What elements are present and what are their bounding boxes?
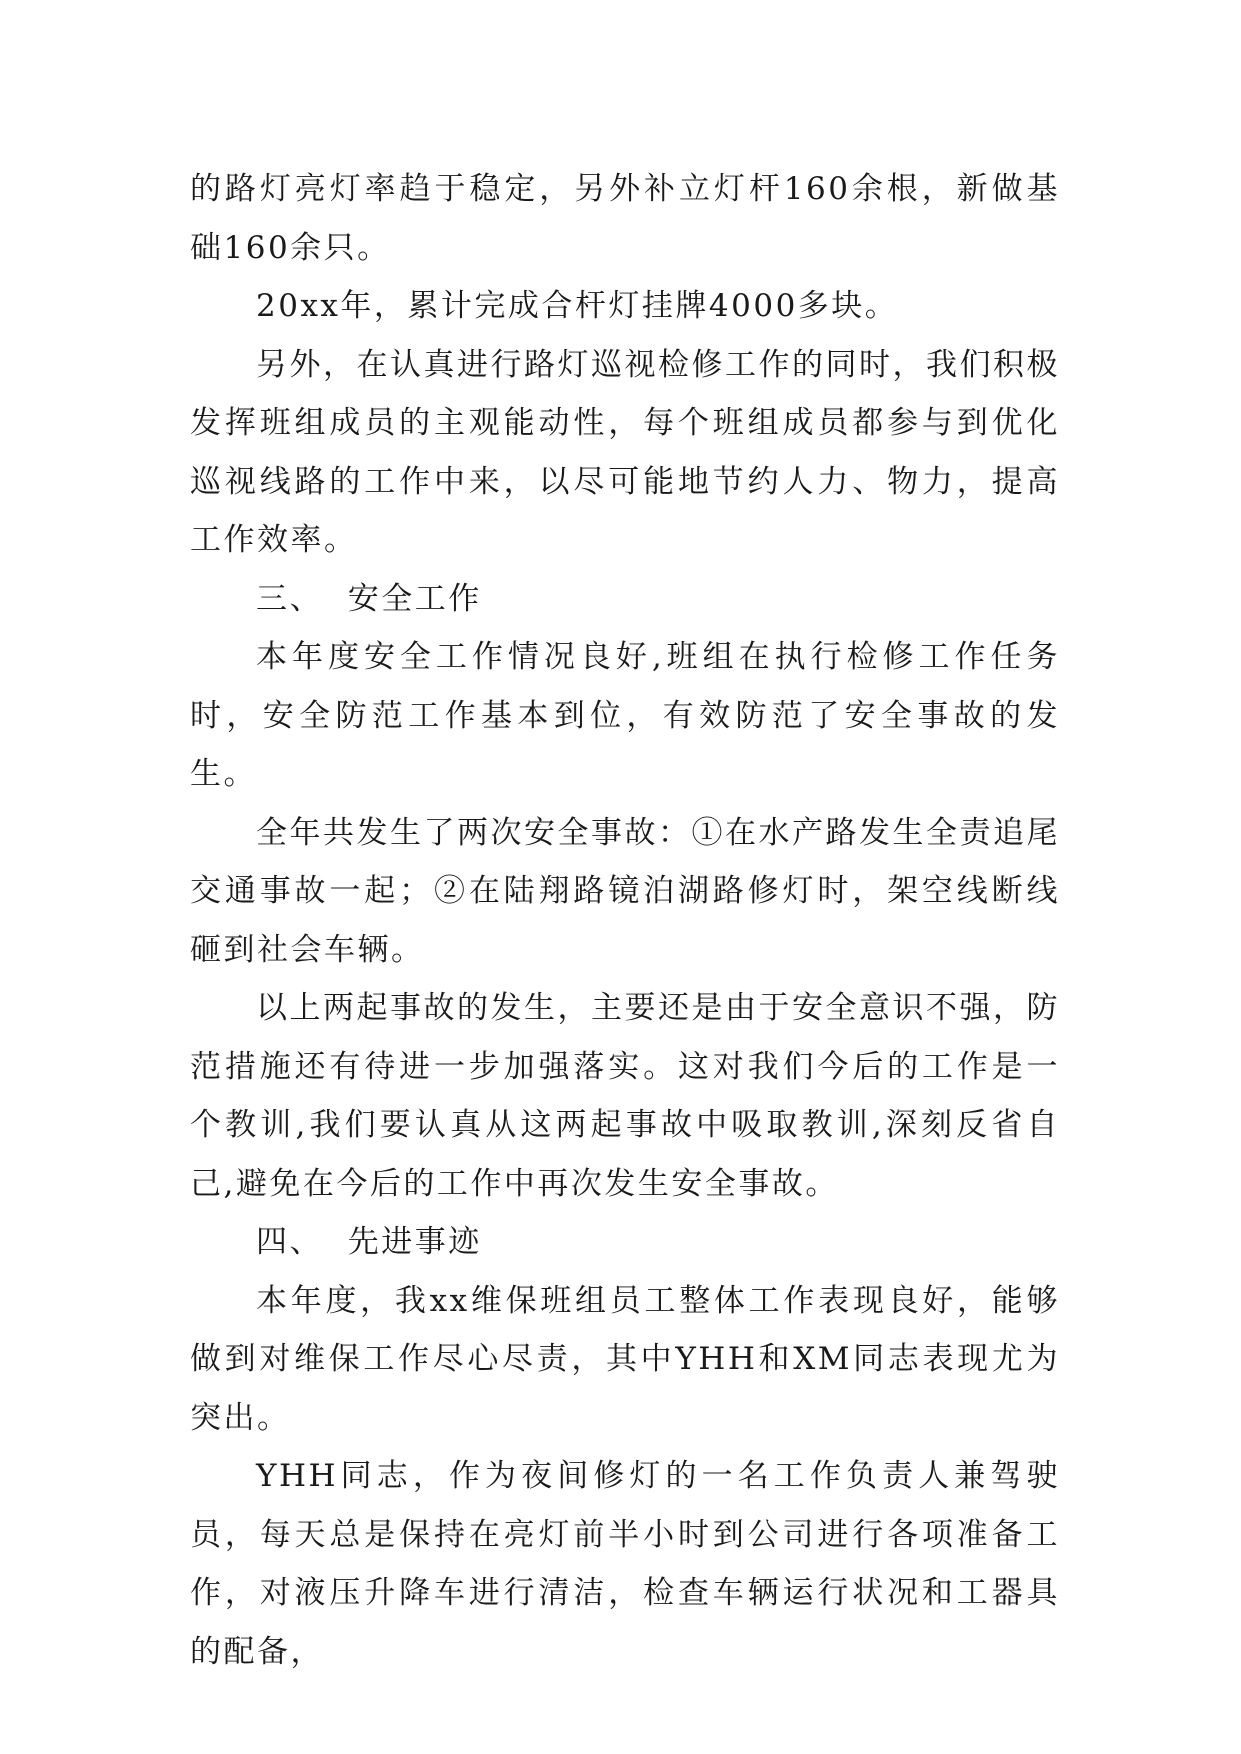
paragraph-inspection: 另外，在认真进行路灯巡视检修工作的同时，我们积极发挥班组成员的主观能动性，每个班组成员都参与到优化巡视线路的工作中来，以尽可能地节约人力、物力，提高工作效率。: [190, 346, 1060, 558]
paragraph-team-performance: 本年度，我xx维保班组员工整体工作表现良好，能够做到对维保工作尽心尽责，其中YHH和XM同志表现尤为突出。: [190, 1282, 1060, 1436]
section-heading-achievements: 四、 先进事迹: [256, 1224, 482, 1260]
paragraph-signage: 20xx年，累计完成合杆灯挂牌4000多块。: [256, 288, 899, 324]
paragraph-yhh: YHH同志，作为夜间修灯的一名工作负责人兼驾驶员，每天总是保持在亮灯前半小时到公司进行各项准备工作，对液压升降车进行清洁，检查车辆运行状况和工器具的配备，: [190, 1458, 1060, 1670]
paragraph-lessons: 以上两起事故的发生，主要还是由于安全意识不强，防范措施还有待进一步加强落实。这对我们今后的工作是一个教训,我们要认真从这两起事故中吸取教训,深刻反省自己,避免在今后的工作中再次发生安全事故。: [190, 990, 1060, 1202]
paragraph-continuation: 的路灯亮灯率趋于稳定，另外补立灯杆160余根，新做基础160余只。: [190, 171, 1060, 266]
section-heading-safety: 三、 安全工作: [256, 580, 482, 617]
paragraph-accidents: 全年共发生了两次安全事故：①在水产路发生全责追尾交通事故一起；②在陆翔路镜泊湖路修灯时，架空线断线砸到社会车辆。: [190, 814, 1060, 968]
paragraph-safety-summary: 本年度安全工作情况良好,班组在执行检修工作任务时，安全防范工作基本到位，有效防范了安全事故的发生。: [190, 639, 1060, 792]
document-body: [190, 160, 1060, 1681]
